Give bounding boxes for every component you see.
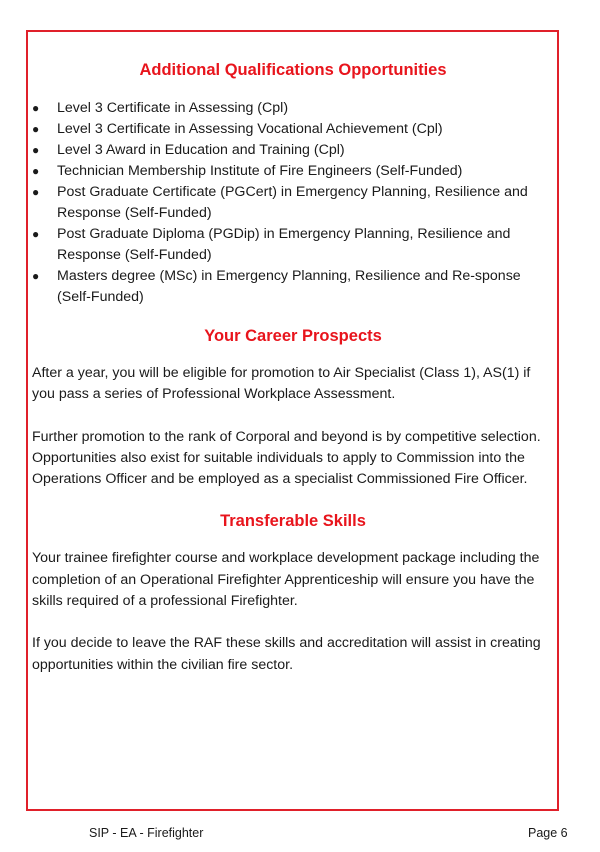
transferable-skills-heading: Transferable Skills [220,512,366,531]
list-item-text: Post Graduate Diploma (PGDip) in Emergency Planning, Resilience and Response (Self-Funded) [57,226,511,263]
bullet-icon: ● [32,185,40,199]
list-item [32,140,554,161]
list-item-text: Masters degree (MSc) in Emergency Planning, Resilience and Re-sponse (Self-Funded) [57,268,521,305]
list-item [32,161,554,182]
career-prospects-heading: Your Career Prospects [204,327,382,345]
qualifications-heading: Additional Qualifications Opportunities [139,61,447,79]
list-item [32,266,554,308]
list-item [32,98,554,119]
skills-paragraph-1: Your trainee firefighter course and workplace development package including the completion of an Operational Firefighter Apprenticeship will ensure you have the skills required of a professional Firefighter. [32,550,540,610]
qualifications-list [32,98,554,308]
bullet-icon: ● [32,101,40,115]
list-item [32,119,554,140]
list-item-text: Level 3 Certificate in Assessing Vocational Achievement (Cpl) [57,121,443,137]
list-item-text: Level 3 Certificate in Assessing (Cpl) [57,100,289,116]
list-item [32,182,554,224]
page-content [32,58,554,676]
footer-page-number: Page 6 [528,826,568,840]
bullet-icon: ● [32,227,40,241]
skills-paragraph-2: If you decide to leave the RAF these skills and accreditation will assist in creating opportunities within the civilian fire sector. [32,635,541,673]
career-paragraph-1: After a year, you will be eligible for promotion to Air Specialist (Class 1), AS(1) if you pass a series of Professional Workplace Assessment. [32,365,531,403]
bullet-icon: ● [32,269,40,283]
list-item-text: Post Graduate Certificate (PGCert) in Emergency Planning, Resilience and Response (Self-Funded) [57,184,528,221]
footer-document-title: SIP - EA - Firefighter [89,826,204,840]
bullet-icon: ● [32,122,40,136]
list-item-text: Level 3 Award in Education and Training (Cpl) [57,142,345,158]
list-item [32,224,554,266]
bullet-icon: ● [32,143,40,157]
career-paragraph-2: Further promotion to the rank of Corporal and beyond is by competitive selection. Opportunities also exist for suitable individuals to apply to Commission into the Operations Officer and be employed as a specialist Commissioned Fire Officer. [32,428,541,488]
bullet-icon: ● [32,164,40,178]
list-item-text: Technician Membership Institute of Fire Engineers (Self-Funded) [57,163,463,179]
